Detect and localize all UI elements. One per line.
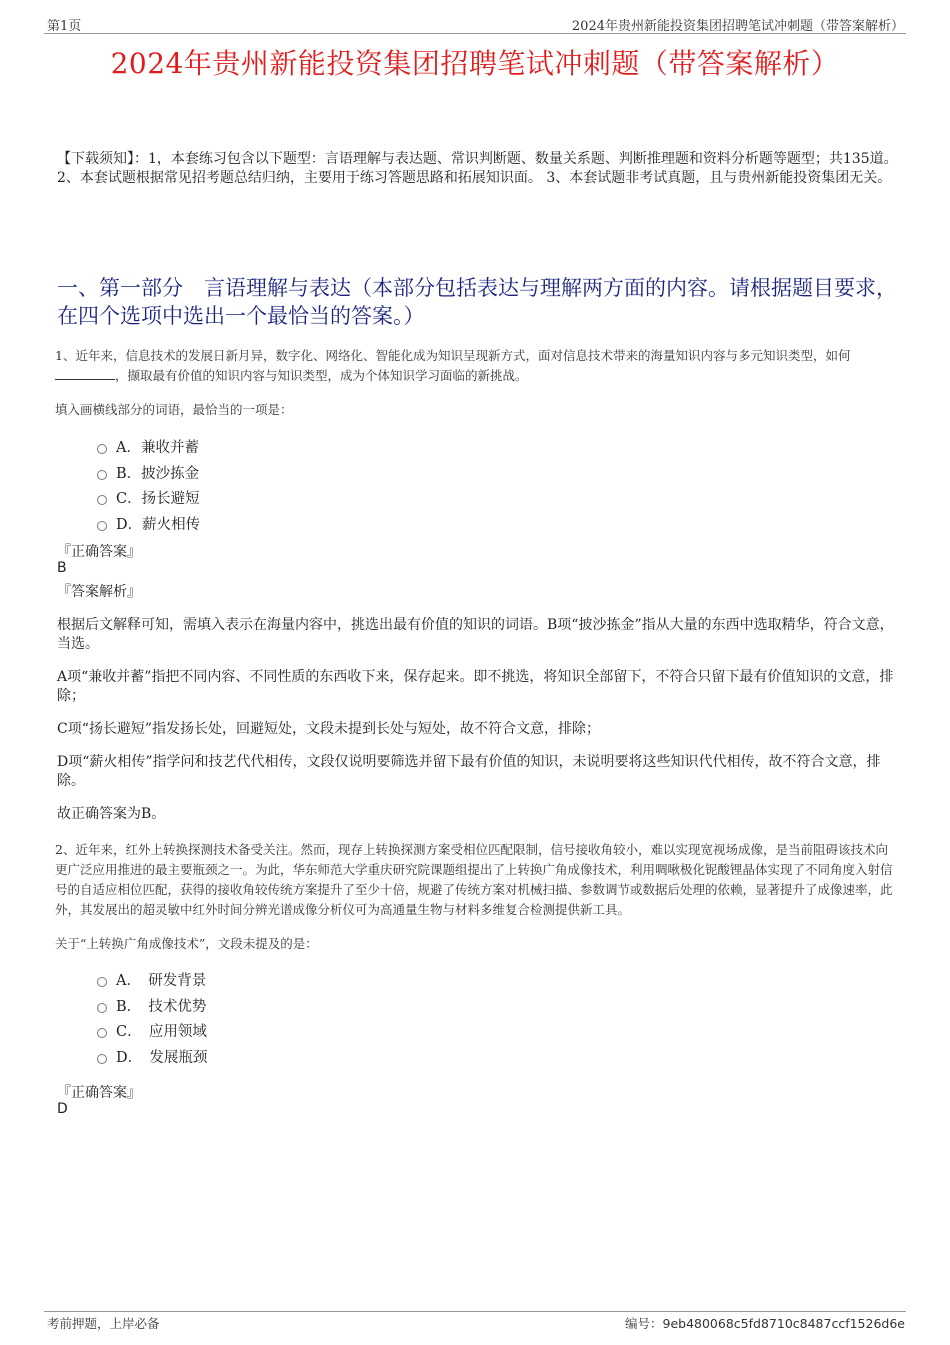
analysis-paragraph: A项“兼收并蓄”指把不同内容、不同性质的东西收下来，保存起来。即不挑选，将知识全部留下，不符合只留下最有价值知识的文意，排除； <box>57 669 894 704</box>
page-title: 2024年贵州新能投资集团招聘笔试冲刺题（带答案解析） <box>110 47 840 80</box>
analysis-paragraph: D项“薪火相传”指学问和技艺代代相传，文段仅说明要筛选并留下最有价值的知识，未说明要将这些知识代代相传，故不符合文意，排除。 <box>57 754 881 789</box>
footer-slogan: 考前押题，上岸必备 <box>47 1316 160 1331</box>
question-1-stem-part2: ，撷取最有价值的知识内容与知识类型，成为个体知识学习面临的新挑战。 <box>115 368 528 383</box>
radio-icon[interactable] <box>97 1028 107 1038</box>
question-2-answer: D <box>57 1101 68 1117</box>
question-1-option-b[interactable] <box>97 462 199 483</box>
option-label: B．披沙拣金 <box>116 466 200 482</box>
page-number: 第1页 <box>47 19 82 34</box>
question-1-answer: B <box>57 560 67 576</box>
question-2-prompt: 关于“上转换广角成像技术”，文段未提及的是： <box>55 936 318 951</box>
option-label: C． 应用领域 <box>116 1024 207 1040</box>
option-label: D． 发展瓶颈 <box>116 1050 208 1066</box>
radio-icon[interactable] <box>97 1054 107 1064</box>
question-1-prompt: 填入画横线部分的词语，最恰当的一项是： <box>55 402 293 417</box>
analysis-conclusion: 故正确答案为B。 <box>57 806 166 822</box>
question-1-stem <box>55 346 898 386</box>
option-label: D．薪火相传 <box>116 517 201 533</box>
footer-divider <box>44 1311 906 1312</box>
question-2-option-a[interactable] <box>97 969 206 990</box>
question-2-option-b[interactable] <box>97 995 206 1016</box>
option-label: A． 研发背景 <box>116 973 207 989</box>
radio-icon[interactable] <box>97 470 107 480</box>
footer-code <box>625 1314 905 1332</box>
section-heading: 一、第一部分 言语理解与表达（本部分包括表达与理解两方面的内容。请根据题目要求，在四个选项中选出一个最恰当的答案。） <box>57 276 897 328</box>
radio-icon[interactable] <box>97 444 107 454</box>
option-label: C．扬长避短 <box>116 491 200 507</box>
download-notice: 【下载须知】：1，本套练习包含以下题型：言语理解与表达题、常识判断题、数量关系题、判断推理题和资料分析题等题型；共135道。 2、本套试题根据常见招考题总结归纳，主要用于练习答题思路和拓展知识面。 3、本套试题非考试真题，且与贵州新能投资集团无关。 <box>57 151 898 186</box>
question-1-option-a[interactable] <box>97 436 199 457</box>
fill-blank <box>55 367 115 380</box>
question-1-option-d[interactable] <box>97 513 200 534</box>
question-2-stem: 2、近年来，红外上转换探测技术备受关注。然而，现存上转换探测方案受相位匹配限制，信号接收角较小，难以实现宽视场成像，是当前阻碍该技术向更广泛应用推进的最主要瓶颈之一。为此，华东师范大学重庆研究院课题组提出了上转换广角成像技术，利用啁啾极化铌酸锂晶体实现了不同角度入射信号的自适应相位匹配，获得的接收角较传统方案提升了至少十倍，规避了传统方案对机械扫描、参数调节或数据后处理的依赖，显著提升了成像速率，此外，其发展出的超灵敏中红外时间分辨光谱成像分析仪可为高通量生物与材料多维复合检测提供新工具。 <box>55 842 893 917</box>
question-1-stem-part1: 1、近年来，信息技术的发展日新月异，数字化、网络化、智能化成为知识呈现新方式，面对信息技术带来的海量知识内容与多元知识类型，如何 <box>55 348 851 363</box>
analysis-paragraph: C项“扬长避短”指发扬长处，回避短处，文段未提到长处与短处，故不符合文意，排除； <box>57 721 601 737</box>
radio-icon[interactable] <box>97 1003 107 1013</box>
footer-code-label: 编号： <box>624 1316 663 1331</box>
question-2-answer-label: 『正确答案』 <box>57 1085 141 1101</box>
question-1-analysis-label: 『答案解析』 <box>57 584 141 600</box>
radio-icon[interactable] <box>97 495 107 505</box>
analysis-paragraph: 根据后文解释可知，需填入表示在海量内容中，挑选出最有价值的知识的词语。B项“披沙拣金”指从大量的东西中选取精华，符合文意，当选。 <box>57 617 894 652</box>
header-doc-title: 2024年贵州新能投资集团招聘笔试冲刺题（带答案解析） <box>571 19 904 34</box>
header-divider <box>44 33 906 34</box>
footer-code-value: 9eb480068c5fd8710c8487ccf1526d6e <box>662 1316 905 1331</box>
question-2-option-c[interactable] <box>97 1020 207 1041</box>
radio-icon[interactable] <box>97 521 107 531</box>
option-label: A．兼收并蓄 <box>116 440 199 456</box>
option-label: B． 技术优势 <box>116 999 207 1015</box>
question-1-option-c[interactable] <box>97 487 200 508</box>
question-2-option-d[interactable] <box>97 1046 207 1067</box>
radio-icon[interactable] <box>97 977 107 987</box>
question-1-answer-label: 『正确答案』 <box>57 544 141 560</box>
